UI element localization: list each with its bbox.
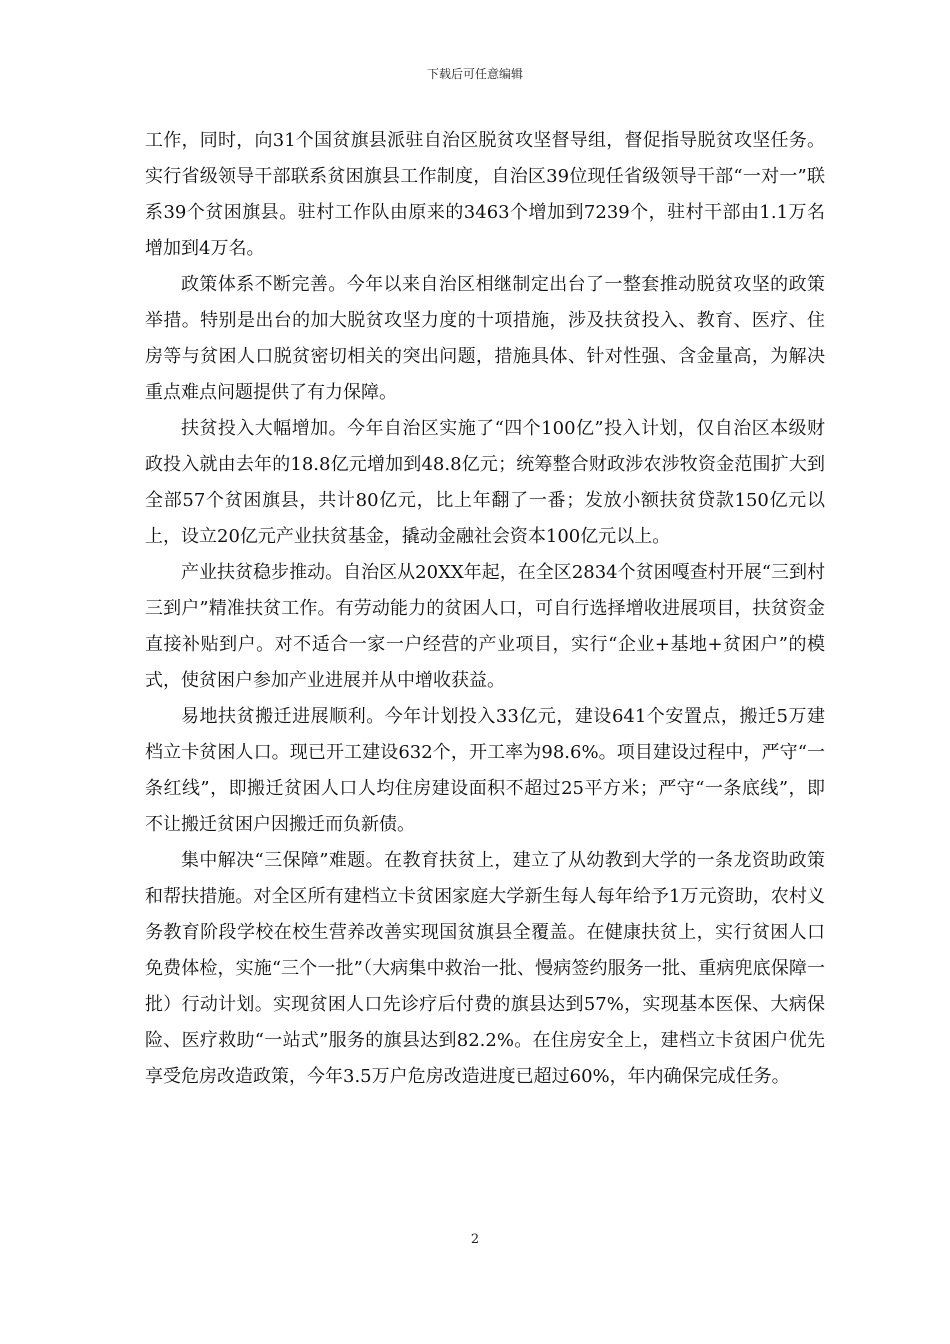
page-number: 2 xyxy=(470,1232,480,1247)
paragraph: 产业扶贫稳步推动。自治区从20XX年起，在全区2834个贫困嘎查村开展“三到村三到户”精准扶贫工作。有劳动能力的贫困人口，可自行选择增收进展项目，扶贫资金直接补贴到户。对不适合一家一户经营的产业项目，实行“企业+基地+贫困户”的模式，使贫困户参加产业进展并从中增收获益。 xyxy=(145,562,825,691)
paragraph: 扶贫投入大幅增加。今年自治区实施了“四个100亿”投入计划，仅自治区本级财政投入就由去年的18.8亿元增加到48.8亿元；统筹整合财政涉农涉牧资金范围扩大到全部57个贫困旗县，共计80亿元，比上年翻了一番；发放小额扶贫贷款150亿元以上，设立20亿元产业扶贫基金，撬动金融社会资本100亿元以上。 xyxy=(145,418,825,547)
page-header: 下载后可任意编辑 xyxy=(426,67,523,81)
paragraph: 工作，同时，向31个国贫旗县派驻自治区脱贫攻坚督导组，督促指导脱贫攻坚任务。实行省级领导干部联系贫困旗县工作制度，自治区39位现任省级领导干部“一对一”联系39个贫困旗县。驻村工作队由原来的3463个增加到7239个，驻村干部由1.1万名增加到4万名。 xyxy=(145,130,825,259)
paragraph: 政策体系不断完善。今年以来自治区相继制定出台了一整套推动脱贫攻坚的政策举措。特别是出台的加大脱贫攻坚力度的十项措施，涉及扶贫投入、教育、医疗、住房等与贫困人口脱贫密切相关的突出问题，措施具体、针对性强、含金量高，为解决重点难点问题提供了有力保障。 xyxy=(145,274,825,403)
document-body xyxy=(145,123,825,1095)
paragraph: 集中解决“三保障”难题。在教育扶贫上，建立了从幼教到大学的一条龙资助政策和帮扶措施。对全区所有建档立卡贫困家庭大学新生每人每年给予1万元资助，农村义务教育阶段学校在校生营养改善实现国贫旗县全覆盖。在健康扶贫上，实行贫困人口免费体检，实施“三个一批”（大病集中救治一批、慢病签约服务一批、重病兜底保障一批）行动计划。实现贫困人口先诊疗后付费的旗县达到57%，实现基本医保、大病保险、医疗救助“一站式”服务的旗县达到82.2%。在住房安全上，建档立卡贫困户优先享受危房改造政策，今年3.5万户危房改造进度已超过60%，年内确保完成任务。 xyxy=(145,850,825,1087)
paragraph: 易地扶贫搬迁进展顺利。今年计划投入33亿元，建设641个安置点，搬迁5万建档立卡贫困人口。现已开工建设632个，开工率为98.6%。项目建设过程中，严守“一条红线”，即搬迁贫困人口人均住房建设面积不超过25平方米；严守“一条底线”，即不让搬迁贫困户因搬迁而负新债。 xyxy=(145,706,825,835)
